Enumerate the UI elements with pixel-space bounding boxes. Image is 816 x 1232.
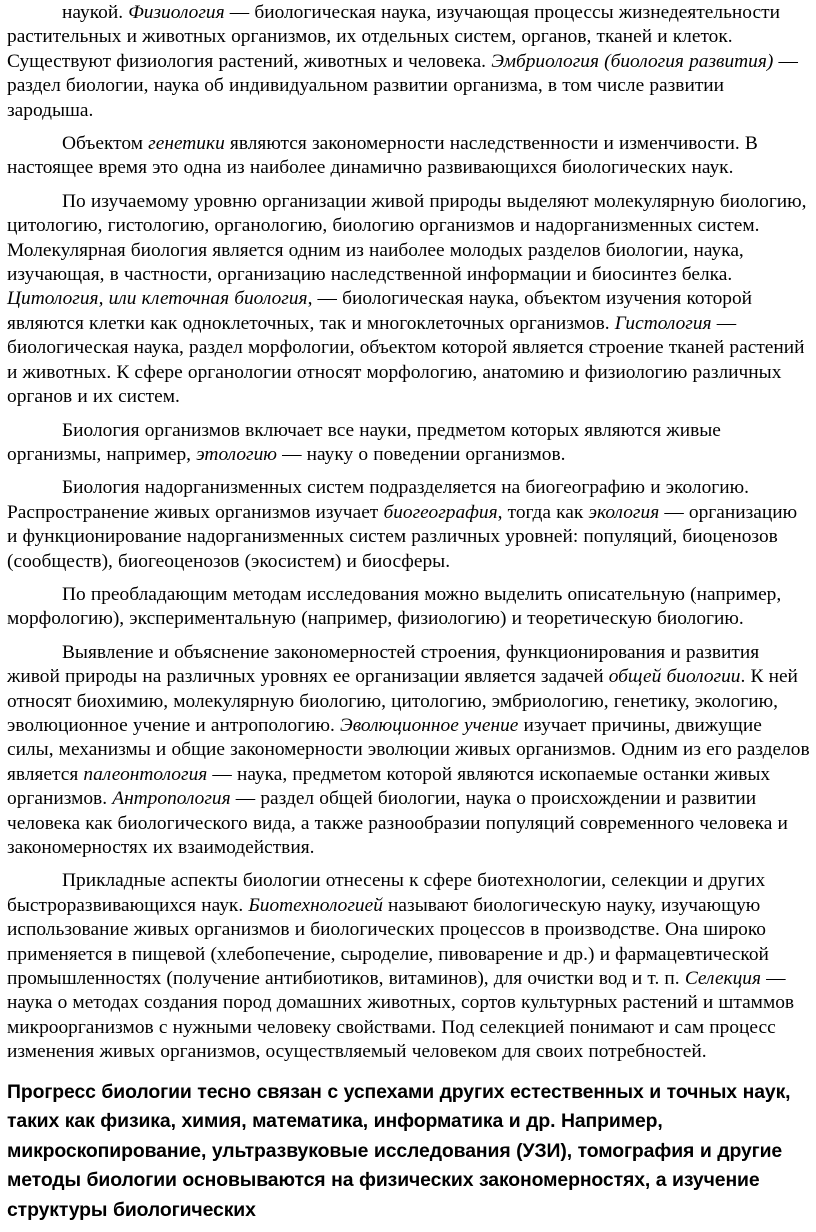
text-run: — наука о методах создания пород домашних животных, сортов культурных растений и штаммов микроорганизмов с нужными человеку свойствами. Под селекцией понимают и сам процесс изменения живых организмов, осуществляемый человеком для своих потребностей. [7,968,795,1063]
italic-term: общей биологии [608,666,741,688]
italic-term: генетики [148,133,225,155]
text-run: — организацию и функционирование надорганизменных систем различных уровней: популяций, биоценозов (сообществ), биогеоценозов (экосистем) и биосферы. [7,501,798,572]
italic-term: экология [588,501,660,523]
text-run: — раздел биологии, наука об индивидуальном развитии организма, в том числе развитии зародыша. [7,50,798,121]
paragraph-physiology-embryology [7,1,810,123]
paragraph-organization-levels [7,190,810,410]
text-run: Биология организмов включает все науки, предметом которых являются живые организмы, например, [7,419,721,465]
text-run: По преобладающим методам исследования можно выделить описательную (например, морфологию), экспериментальную (например, физиологию) и теоретическую биологию. [7,583,782,630]
text-run: наукой. [62,2,129,23]
paragraph-research-methods [7,583,810,632]
italic-term: Эмбриология (биология развития) [491,50,774,72]
text-run: . К ней относят биохимию, молекулярную биологию, цитологию, эмбриологию, генетику, экологию, эволюционное учение и антропологию. [7,666,798,736]
text-run: — биологическая наука, изучающая процессы жизнедеятельности растительных и животных организмов, их отдельных систем, органов, тканей и клеток. Существуют физиология растений, животных и человека. [7,2,780,72]
italic-term: Гистология [614,312,712,334]
text-run: — наука, предметом которой являются ископаемые останки живых организмов. [7,763,771,810]
paragraph-biology-progress [7,1078,810,1226]
text-run: , — биологическая наука, объектом изучения которой являются клетки как одноклеточных, так и многоклеточных организмов. [7,288,753,334]
italic-term: Физиология [128,2,225,23]
text-run: являются закономерности наследственности и изменчивости. В настоящее время это одна из наиболее динамично развивающихся биологических наук. [7,133,758,179]
text-run: — науку о поведении организмов. [276,443,566,465]
text-run: По изучаемому уровню организации живой природы выделяют молекулярную биологию, цитологию, гистологию, органологию, биологию организмов и надорганизменных систем. Молекулярная биология является одним из наиболее молодых разделов биологии, наука, изучающая, в частности, организацию наследственной информации и биосинтез белка. [7,190,807,286]
italic-term: Антропология [112,788,231,810]
paragraph-applied-biology [7,869,810,1064]
text-run: изучает причины, движущие силы, механизмы и общие закономерности эволюции живых организмов. Одним из его разделов является [7,714,810,785]
italic-term: Селекция [684,968,762,990]
paragraph-supraorganismal-systems [7,476,810,574]
italic-term: Биотехнологией [248,894,383,916]
italic-term: Эволюционное учение [340,714,519,736]
italic-term: Цитология, или клеточная биология [7,288,308,310]
text-run: — биологическая наука, раздел морфологии, объектом которой является строение тканей растений и животных. К сфере органологии относят морфологию, анатомию и физиологию различных органов и их систем. [7,312,805,408]
paragraph-genetics [7,132,810,181]
text-run: Выявление и объяснение закономерностей строения, функционирования и развития живой природы на различных уровнях ее организации является задачей [7,641,760,688]
paragraph-organism-biology [7,419,810,468]
text-run: Прогресс биологии тесно связан с успехами других естественных и точных наук, таких как физика, химия, математика, информатика и др. Например, микроскопирование, ультразвуковые исследования (УЗИ), томография и другие методы биологии основываются на физических закономерностях, а изучение структуры биологических [7,1080,791,1221]
text-run: , тогда как [497,501,589,523]
italic-term: биогеография [383,501,498,523]
italic-term: этологию [196,443,277,465]
text-run: Объектом [62,133,149,155]
text-run: называют биологическую науку, изучающую использование живых организмов и биологических процессов в производстве. Она широко применяется в пищевой (хлебопечение, сыроделие, пивоварение и др.) и фармацевтической промышленностях (получение антибиотиков, витаминов), для очистки вод и т. п. [7,894,769,990]
text-run: Биология надорганизменных систем подразделяется на биогеографию и экологию. Распространение живых организмов изучает [7,477,749,523]
text-run: — раздел общей биологии, наука о происхождении и развитии человека как биологического вида, а также разнообразии популяций современного человека и закономерностях их взаимодействия. [7,788,788,858]
paragraph-general-biology [7,641,810,861]
text-run: Прикладные аспекты биологии отнесены к сфере биотехнологии, селекции и других быстроразвивающихся наук. [7,870,766,916]
italic-term: палеонтология [83,763,208,785]
